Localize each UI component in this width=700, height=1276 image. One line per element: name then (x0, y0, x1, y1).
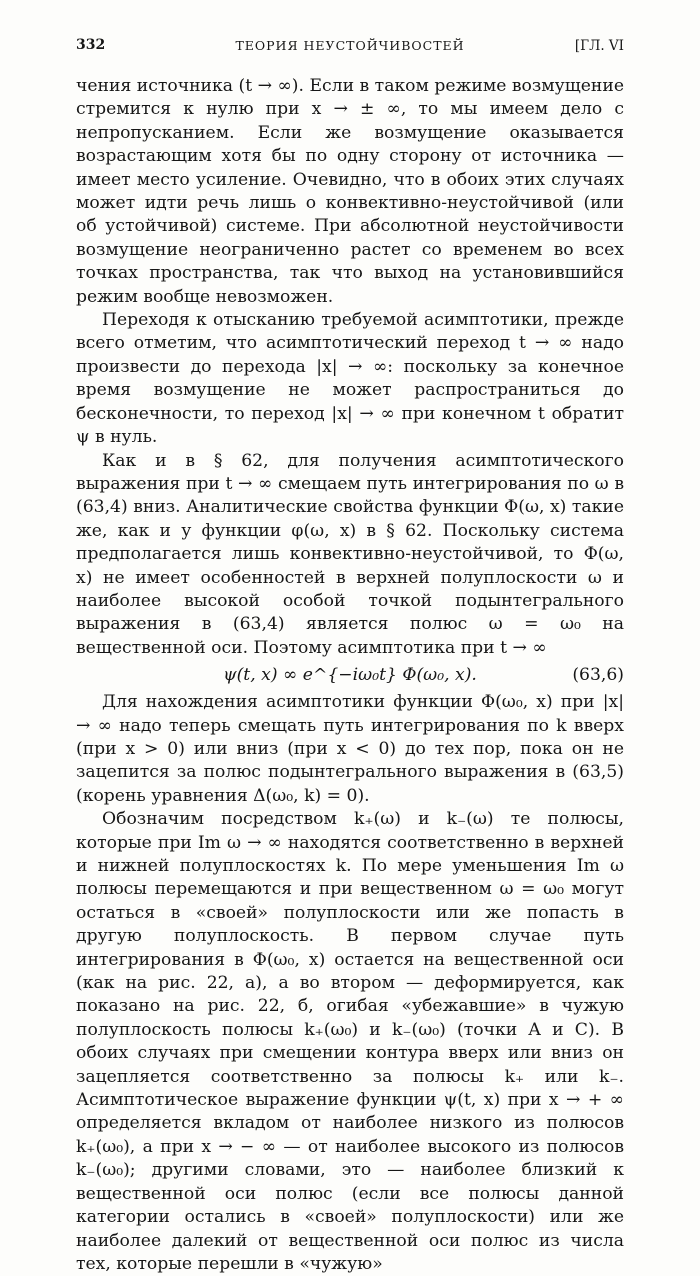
equation-number: (63,6) (572, 665, 624, 686)
paragraph-3: Как и в § 62, для получения асимптотического выражения при t → ∞ смещаем путь интегрирования по ω в (63,4) вниз. Аналитические свойства функции Φ(ω, x) такие же, как и у функции φ(ω, x) в § 62. Поскольку система предполагается лишь конвективно-неустойчивой, то Φ(ω, x) не имеет особенностей в верхней полуплоскости ω и наиболее высокой особой точкой подынтегрального выражения в (63,4) является полюс ω = ω₀ на вещественной оси. Поэтому асимптотика при t → ∞ (76, 450, 624, 658)
paragraph-2: Переходя к отысканию требуемой асимптотики, прежде всего отметим, что асимптотический переход t → ∞ надо произвести до перехода |x| → ∞: поскольку за конечное время возмущение не может распространиться до бесконечности, то переход |x| → ∞ при конечном t обратит ψ в нуль. (76, 310, 624, 448)
equation-63-6 (76, 661, 624, 689)
running-title: ТЕОРИЯ НЕУСТОЙЧИВОСТЕЙ (235, 38, 465, 53)
equation-formula: ψ(t, x) ∞ e^{−iω₀t} Φ(ω₀, x). (223, 665, 477, 686)
page-body (76, 75, 624, 1276)
page-header (76, 37, 624, 59)
paragraph-5: Обозначим посредством k₊(ω) и k₋(ω) те полюсы, которые при Im ω → ∞ находятся соответственно в верхней и нижней полуплоскостях k. По мере уменьшения Im ω полюсы перемещаются и при вещественном ω = ω₀ могут остаться в «своей» полуплоскости или же попасть в другую полуплоскость. В первом случае путь интегрирования в Φ(ω₀, x) остается на вещественной оси (как на рис. 22, а), а во втором — деформируется, как показано на рис. 22, б, огибая «убежавшие» в чужую полуплоскость полюсы k₊(ω₀) и k₋(ω₀) (точки A и C). В обоих случаях при смещении контура вверх или вниз он зацепляется соответственно за полюсы k₊ или k₋. Асимптотическое выражение функции ψ(t, x) при x → + ∞ определяется вкладом от наиболее низкого из полюсов k₊(ω₀), а при x → − ∞ — от наиболее высокого из полюсов k₋(ω₀); другими словами, это — наиболее близкий к вещественной оси полюс (если все полюсы данной категории остались в «своей» полуплоскости) или же наиболее далекий от вещественной оси полюс из числа тех, которые перешли в «чужую» (76, 809, 624, 1274)
paragraph-4: Для нахождения асимптотики функции Φ(ω₀, x) при |x| → ∞ надо теперь смещать путь интегрирования по k вверх (при x > 0) или вниз (при x < 0) до тех пор, пока он не зацепится за полюс подынтегрального выражения в (63,5) (корень уравнения Δ(ω₀, k) = 0). (76, 692, 624, 806)
page-number: 332 (76, 37, 106, 53)
chapter-label: [ГЛ. VI (574, 38, 624, 54)
paragraph-1: чения источника (t → ∞). Если в таком режиме возмущение стремится к нулю при x → ± ∞, то мы имеем дело с непропусканием. Если же возмущение оказывается возрастающим хотя бы по одну сторону от источника — имеет место усиление. Очевидно, что в обоих этих случаях может идти речь лишь о конвективно-неустойчивой (или об устойчивой) системе. При абсолютной неустойчивости возмущение неограниченно растет со временем во всех точках пространства, так что выход на установившийся режим вообще невозможен. (76, 76, 624, 307)
